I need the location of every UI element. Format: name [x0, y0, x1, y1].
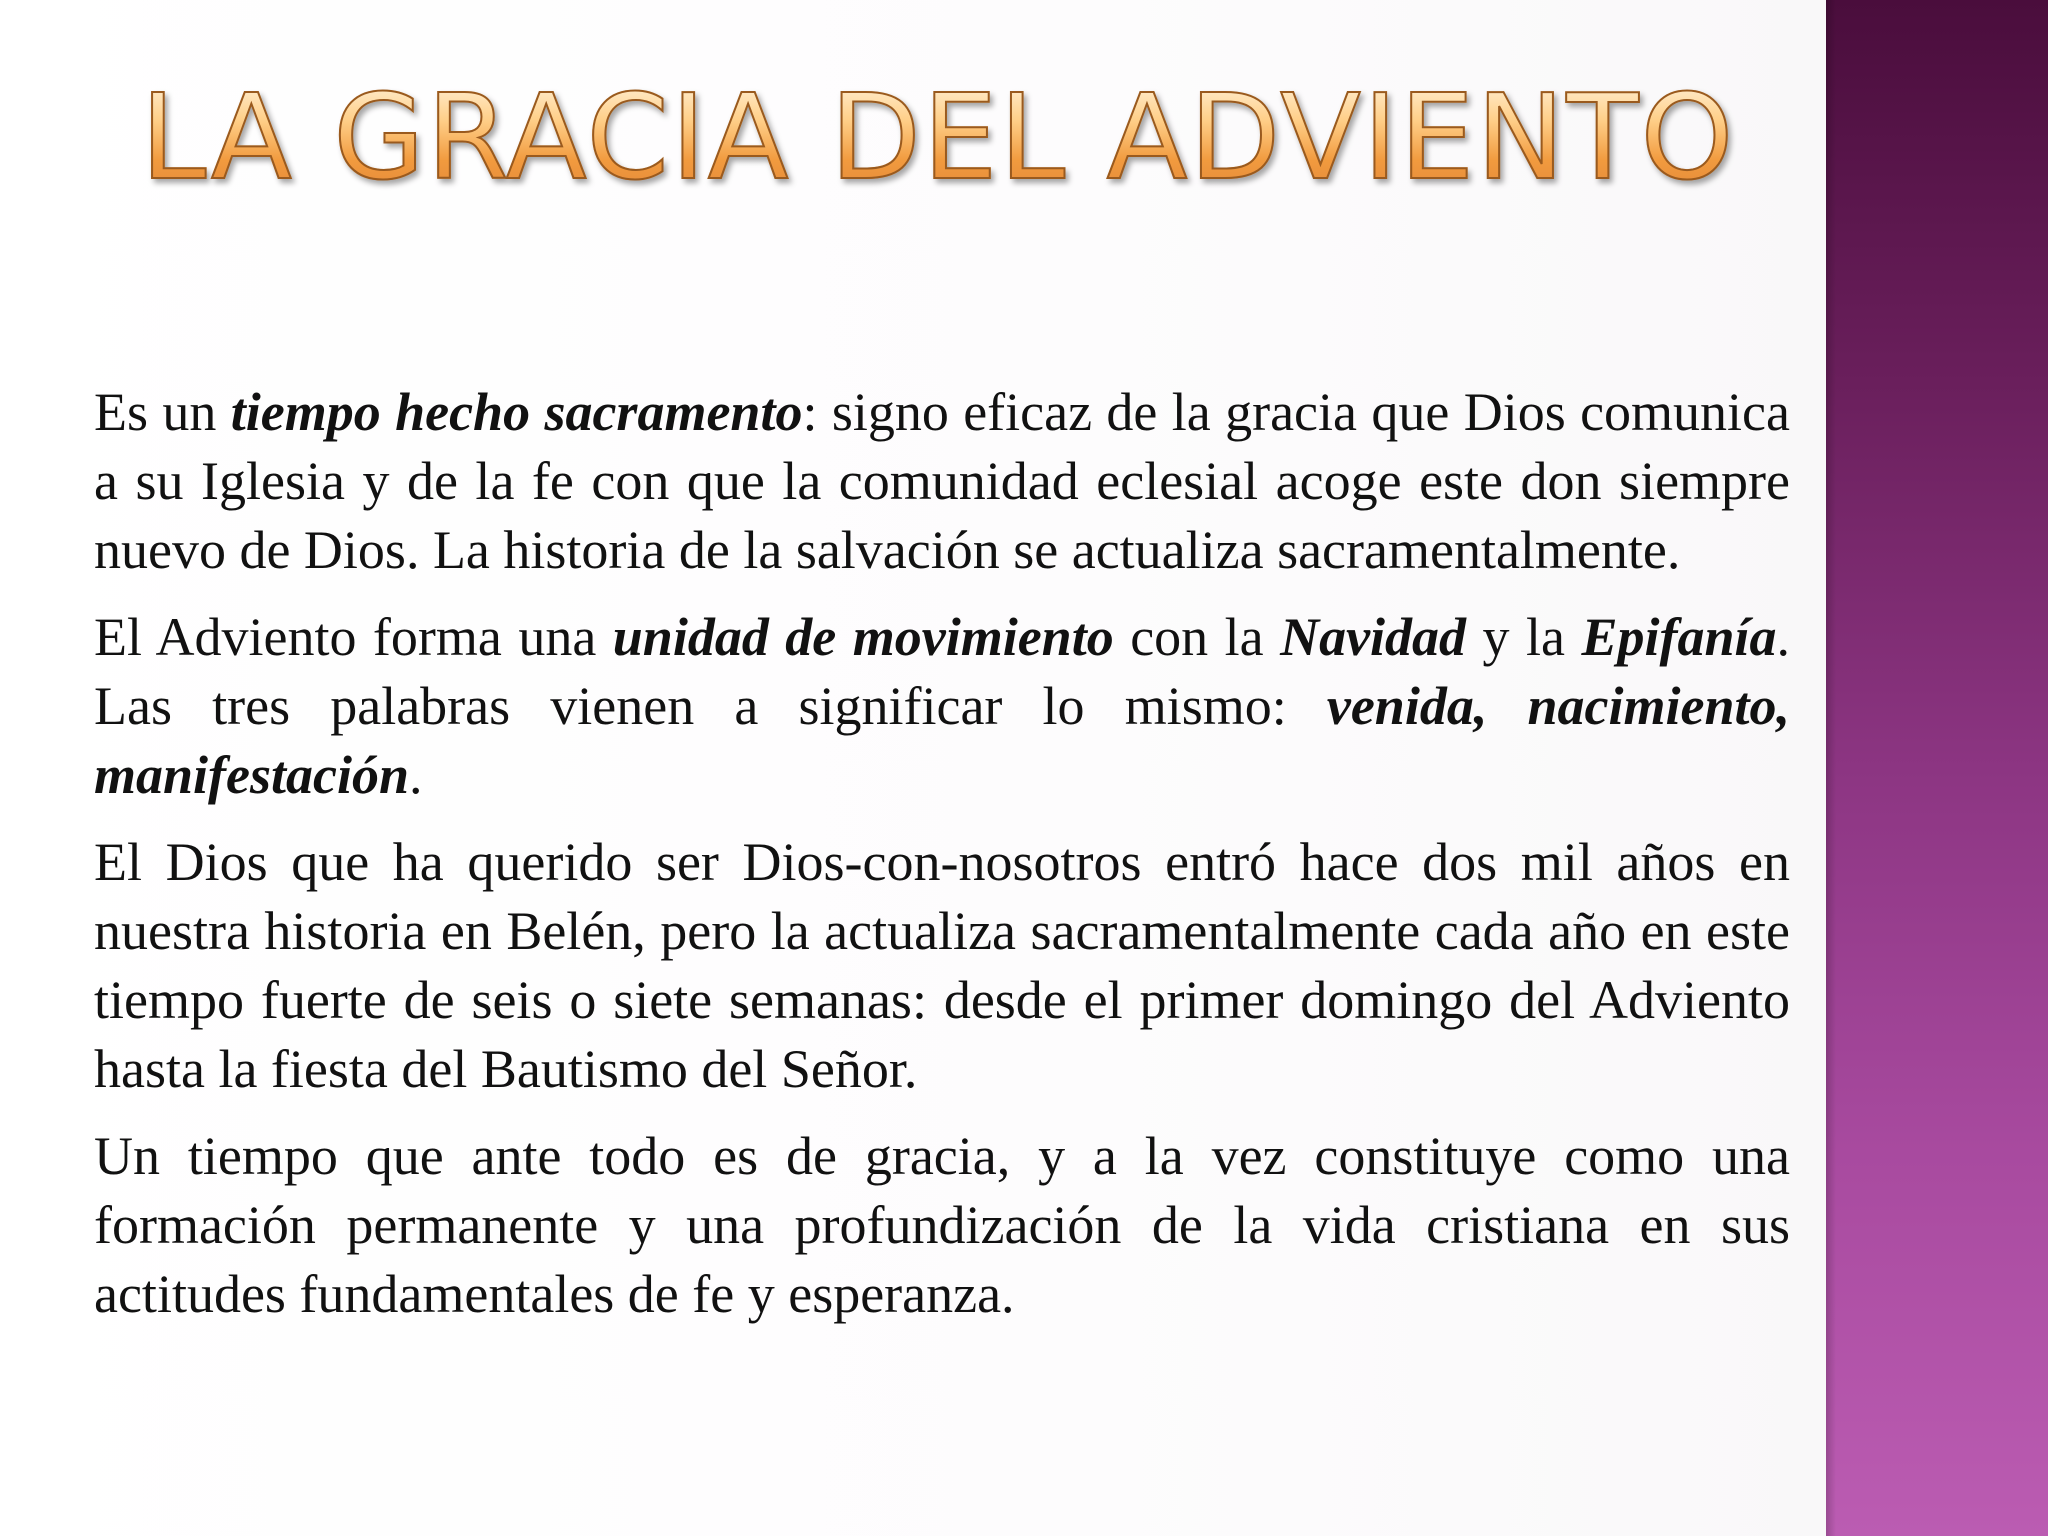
page-title: LA GRACIA DEL ADVIENTO [0, 78, 1876, 196]
paragraph-1 [94, 378, 1790, 585]
paragraph-text: El Adviento forma una [94, 607, 613, 667]
paragraph-text: . Las tres palabras vienen a significar lo mismo: [94, 607, 1790, 736]
emphasis-text: tiempo hecho sacramento [230, 382, 803, 442]
paragraph-text: con la [1113, 607, 1281, 667]
slide-body [94, 378, 1790, 1347]
emphasis-text: venida, nacimiento, manifestación [94, 676, 1791, 805]
paragraph-text: Es un [94, 382, 231, 442]
paragraph-2 [94, 603, 1790, 810]
paragraph-text: . [409, 745, 423, 805]
paragraph-4: Un tiempo que ante todo es de gracia, y a la vez constituye como una formación permanente y una profundización de la vida cristiana en sus actitudes fundamentales de fe y esperanza. [94, 1126, 1790, 1324]
paragraph-3: El Dios que ha querido ser Dios-con-nosotros entró hace dos mil años en nuestra historia en Belén, pero la actualiza sacramentalmente cada año en este tiempo fuerte de seis o siete semanas: desde el primer domingo del Adviento hasta la fiesta del Bautismo del Señor. [94, 832, 1790, 1099]
emphasis-text: Epifanía [1581, 607, 1777, 667]
emphasis-text: unidad de movimiento [612, 607, 1114, 667]
paragraph-text: : signo eficaz de la gracia que Dios comunica a su Iglesia y de la fe con que la comunidad eclesial acoge este don siempre nuevo de Dios. La historia de la salvación se actualiza sacramentalmente. [94, 382, 1790, 580]
purple-side-bar [1826, 0, 2048, 1536]
paragraph-text: y la [1466, 607, 1582, 667]
emphasis-text: Navidad [1280, 607, 1467, 667]
